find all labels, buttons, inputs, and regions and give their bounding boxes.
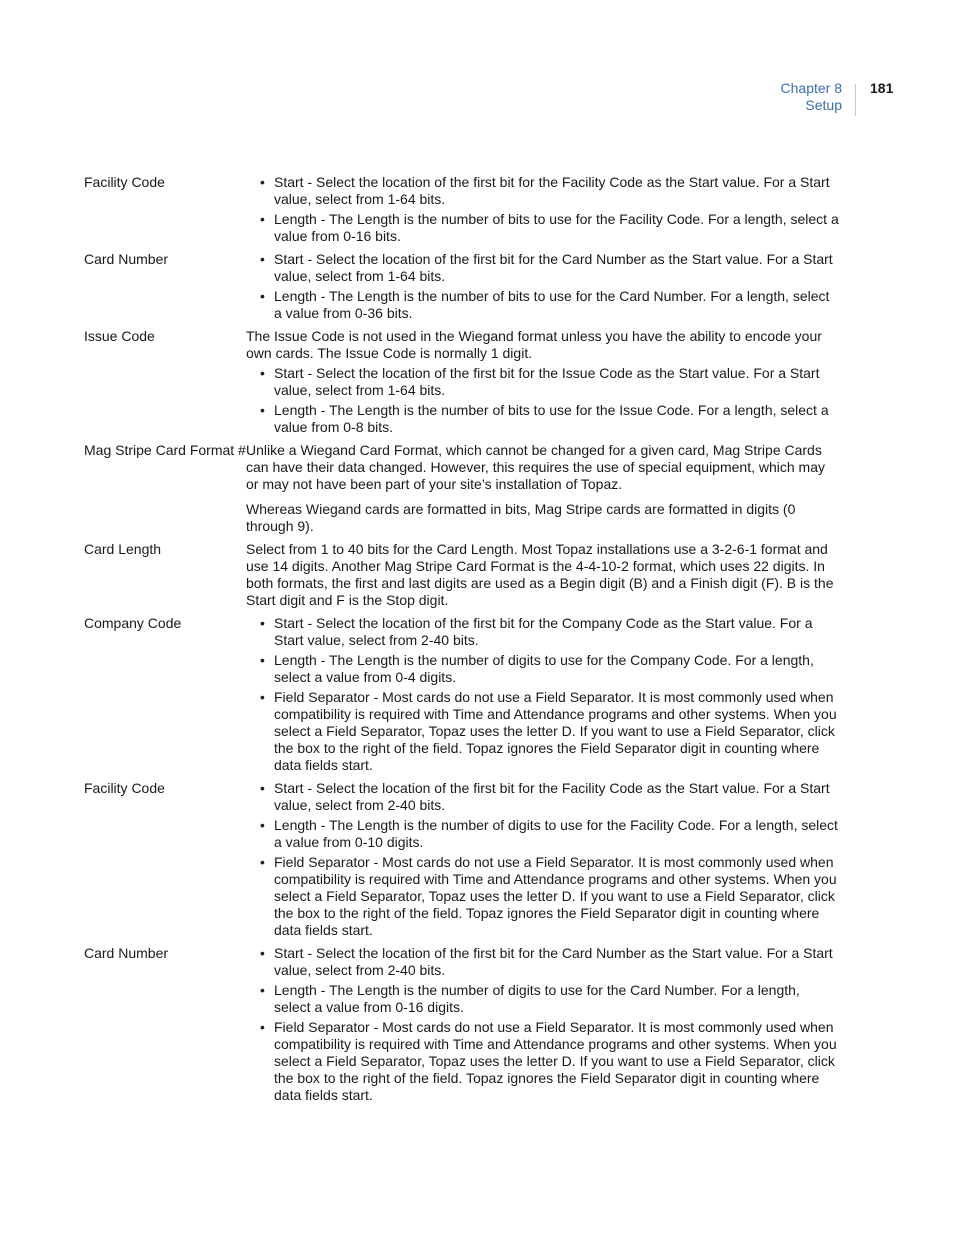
page-number: 181 bbox=[870, 80, 894, 96]
bullet-list bbox=[246, 780, 840, 939]
field-label: Issue Code bbox=[84, 328, 155, 344]
field-label: Mag Stripe Card Format # bbox=[84, 442, 246, 458]
field-label: Card Length bbox=[84, 541, 162, 557]
bullet-item: • Field Separator - Most cards do not use a Field Separator. It is most commonly used when compatibility is required with Time and Attendance programs and other systems. When you select a Field Separator, Topaz uses the letter D. If you want to use a Field Separator, click the box to the right of the field. Topaz ignores the Field Separator digit in counting where data fields start. bbox=[246, 854, 840, 939]
definition-row bbox=[84, 251, 844, 322]
definition-row bbox=[84, 174, 844, 245]
running-header bbox=[781, 80, 842, 113]
field-description bbox=[246, 442, 840, 535]
bullet-item: • Start - Select the location of the first bit for the Card Number as the Start value. For a Start value, select from 2-40 bits. bbox=[246, 945, 840, 979]
bullet-item: • Length - The Length is the number of digits to use for the Company Code. For a length, select a value from 0-4 digits. bbox=[246, 652, 840, 686]
bullet-item: • Start - Select the location of the first bit for the Company Code as the Start value. For a Start value, select from 2-40 bits. bbox=[246, 615, 840, 649]
definition-row bbox=[84, 442, 844, 535]
bullet-item: • Start - Select the location of the first bit for the Facility Code as the Start value. For a Start value, select from 1-64 bits. bbox=[246, 174, 840, 208]
bullet-item: • Field Separator - Most cards do not use a Field Separator. It is most commonly used when compatibility is required with Time and Attendance programs and other systems. When you select a Field Separator, Topaz uses the letter D. If you want to use a Field Separator, click the box to the right of the field. Topaz ignores the Field Separator digit in counting where data fields start. bbox=[246, 689, 840, 774]
description-paragraph: The Issue Code is not used in the Wiegand format unless you have the ability to encode your own cards. The Issue Code is normally 1 digit. bbox=[246, 328, 822, 361]
bullet-item: • Length - The Length is the number of bits to use for the Issue Code. For a length, select a value from 0-8 bits. bbox=[246, 402, 840, 436]
definition-row bbox=[84, 615, 844, 774]
field-label: Facility Code bbox=[84, 174, 165, 190]
page-header bbox=[0, 80, 954, 120]
bullet-item: • Start - Select the location of the first bit for the Facility Code as the Start value. For a Start value, select from 2-40 bits. bbox=[246, 780, 840, 814]
description-paragraph: Unlike a Wiegand Card Format, which cannot be changed for a given card, Mag Stripe Cards can have their data changed. However, this requires the use of special equipment, which may or may not have been part of your site’s installation of Topaz. bbox=[246, 442, 825, 492]
field-label: Card Number bbox=[84, 251, 169, 267]
bullet-list bbox=[246, 174, 840, 245]
section-label: Setup bbox=[805, 96, 842, 113]
bullet-item: • Field Separator - Most cards do not use a Field Separator. It is most commonly used when compatibility is required with Time and Attendance programs and other systems. When you select a Field Separator, Topaz uses the letter D. If you want to use a Field Separator, click the box to the right of the field. Topaz ignores the Field Separator digit in counting where data fields start. bbox=[246, 1019, 840, 1104]
field-description bbox=[246, 174, 840, 245]
bullet-list bbox=[246, 251, 840, 322]
definition-row bbox=[84, 780, 844, 939]
bullet-list bbox=[246, 945, 840, 1104]
field-label: Facility Code bbox=[84, 780, 165, 796]
bullet-item: • Start - Select the location of the first bit for the Issue Code as the Start value. For a Start value, select from 1-64 bits. bbox=[246, 365, 840, 399]
field-label: Company Code bbox=[84, 615, 182, 631]
field-description bbox=[246, 780, 840, 939]
field-description bbox=[246, 541, 840, 609]
bullet-item: • Start - Select the location of the first bit for the Card Number as the Start value. For a Start value, select from 1-64 bits. bbox=[246, 251, 840, 285]
definition-row bbox=[84, 945, 844, 1104]
bullet-item: • Length - The Length is the number of bits to use for the Card Number. For a length, select a value from 0-36 bits. bbox=[246, 288, 840, 322]
chapter-label: Chapter 8 bbox=[780, 80, 842, 96]
definition-table bbox=[84, 174, 844, 1110]
description-paragraph: Select from 1 to 40 bits for the Card Length. Most Topaz installations use a 3-2-6-1 format and use 14 digits. Another Mag Stripe Card Format is the 4-4-10-2 format, which uses 22 digits. In both formats, the first and last digits are used as a Begin digit (B) and a Finish digit (F). B is the Start digit and F is the Stop digit. bbox=[246, 541, 834, 608]
definition-row bbox=[84, 328, 844, 436]
header-divider bbox=[855, 84, 856, 116]
bullet-item: • Length - The Length is the number of digits to use for the Facility Code. For a length, select a value from 0-10 digits. bbox=[246, 817, 840, 851]
definition-row bbox=[84, 541, 844, 609]
description-paragraph: Whereas Wiegand cards are formatted in bits, Mag Stripe cards are formatted in digits (0 through 9). bbox=[246, 501, 796, 534]
bullet-item: • Length - The Length is the number of bits to use for the Facility Code. For a length, select a value from 0-16 bits. bbox=[246, 211, 840, 245]
field-label: Card Number bbox=[84, 945, 169, 961]
bullet-item: • Length - The Length is the number of digits to use for the Card Number. For a length, select a value from 0-16 digits. bbox=[246, 982, 840, 1016]
bullet-list bbox=[246, 615, 840, 774]
field-description bbox=[246, 251, 840, 322]
field-description bbox=[246, 945, 840, 1104]
field-description bbox=[246, 328, 840, 436]
bullet-list bbox=[246, 365, 840, 436]
field-description bbox=[246, 615, 840, 774]
